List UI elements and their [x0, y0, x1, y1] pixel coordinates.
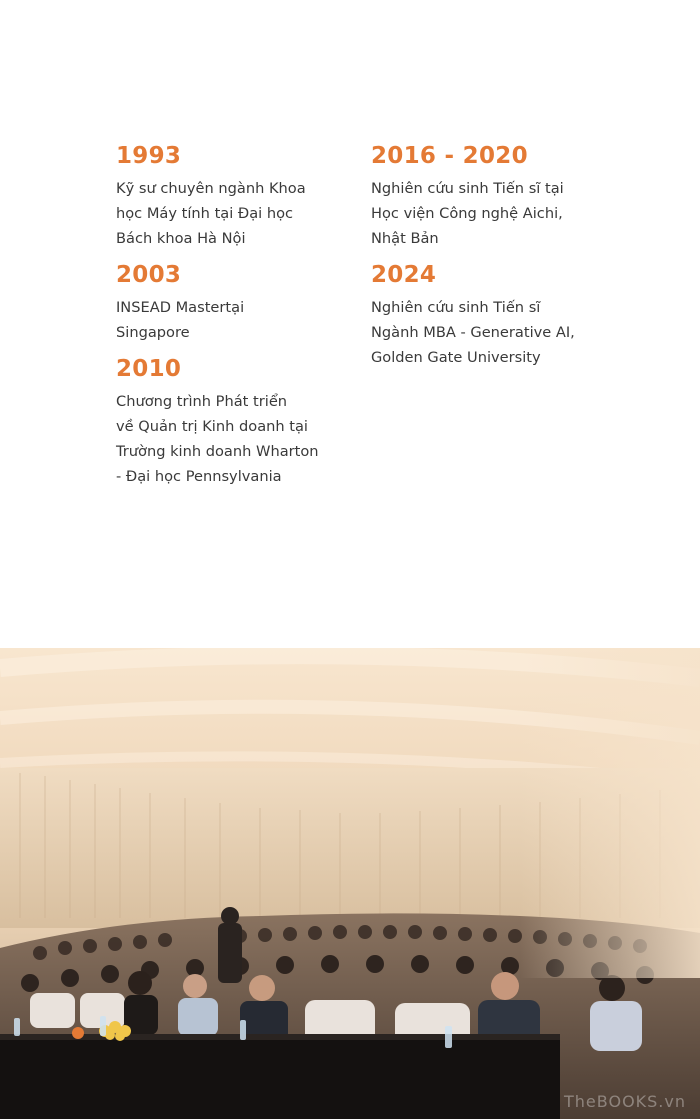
timeline-year: 1993 — [116, 143, 182, 169]
timeline-year: 2010 — [116, 356, 182, 382]
timeline-year: 2003 — [116, 262, 182, 288]
description-line: Nhật Bản — [371, 230, 439, 247]
timeline-year: 2024 — [371, 262, 437, 288]
timeline-column-right — [371, 140, 636, 378]
description-line: Trường kinh doanh Wharton — [116, 443, 319, 460]
description-line: Golden Gate University — [371, 349, 541, 366]
description-line: Ngành MBA - Generative AI, — [371, 324, 575, 341]
timeline-entry-2016-2020 — [371, 140, 636, 251]
timeline-description — [116, 295, 356, 345]
description-line: Học viện Công nghệ Aichi, — [371, 205, 563, 222]
description-line: học Máy tính tại Đại học — [116, 205, 294, 222]
education-timeline — [116, 140, 636, 520]
description-line: Kỹ sư chuyên ngành Khoa — [116, 180, 306, 197]
description-line: Nghiên cứu sinh Tiến sĩ tại — [371, 180, 564, 197]
timeline-description — [371, 176, 636, 251]
timeline-description — [116, 176, 356, 251]
timeline-description — [371, 295, 636, 370]
timeline-year: 2016 - 2020 — [371, 143, 528, 169]
description-line: - Đại học Pennsylvania — [116, 468, 282, 485]
description-line: về Quản trị Kinh doanh tại — [116, 418, 308, 435]
timeline-entry-2003 — [116, 259, 356, 345]
description-line: INSEAD Mastertại — [116, 299, 245, 316]
timeline-column-left — [116, 140, 356, 497]
description-line: Nghiên cứu sinh Tiến sĩ — [371, 299, 541, 316]
conference-audience-photo — [0, 648, 700, 1119]
timeline-entry-2024 — [371, 259, 636, 370]
photo-illustration — [0, 648, 700, 1119]
timeline-description — [116, 389, 356, 489]
watermark-logo: TheBOOKS.vn — [564, 1092, 686, 1111]
description-line: Chương trình Phát triển — [116, 393, 288, 410]
timeline-entry-2010 — [116, 353, 356, 489]
timeline-entry-1993 — [116, 140, 356, 251]
description-line: Singapore — [116, 324, 190, 341]
description-line: Bách khoa Hà Nội — [116, 230, 246, 247]
